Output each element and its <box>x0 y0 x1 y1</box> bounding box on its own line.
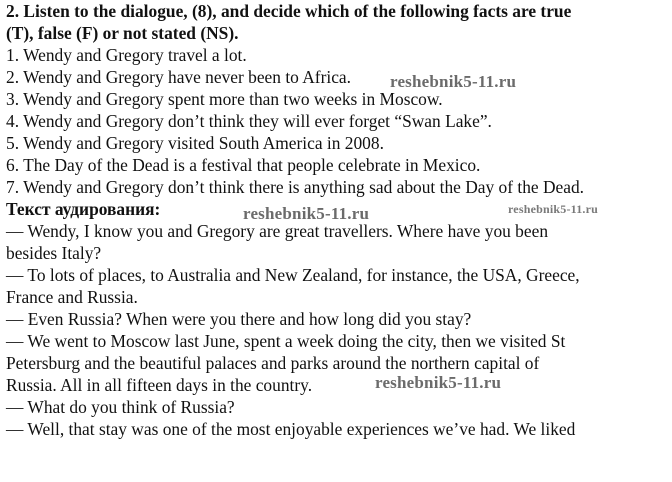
statement-5: 5. Wendy and Gregory visited South America in 2008. <box>6 133 384 153</box>
transcript-line-1: — Wendy, I know you and Gregory are great travellers. Where have you been <box>6 221 549 241</box>
statement-4: 4. Wendy and Gregory don’t think they will ever forget “Swan Lake”. <box>6 111 492 131</box>
watermark-4: reshebnik5-11.ru <box>375 373 502 392</box>
task-heading-line-2: (T), false (F) or not stated (NS). <box>6 23 239 43</box>
transcript-line-6: — We went to Moscow last June, spent a week doing the city, then we visited St <box>6 331 566 351</box>
transcript-line-9: — What do you think of Russia? <box>6 397 235 417</box>
statement-7: 7. Wendy and Gregory don’t think there is anything sad about the Day of the Dead. <box>6 177 584 197</box>
task-heading-line-1: 2. Listen to the dialogue, (8), and decide which of the following facts are true <box>6 1 572 21</box>
transcript-line-10: — Well, that stay was one of the most enjoyable experiences we’ve had. We liked <box>6 419 576 439</box>
transcript-line-8: Russia. All in all fifteen days in the country. <box>6 375 313 395</box>
statement-2: 2. Wendy and Gregory have never been to Africa. <box>6 67 351 87</box>
watermark-2: reshebnik5-11.ru <box>243 204 370 223</box>
watermark-1: reshebnik5-11.ru <box>390 72 517 91</box>
transcript-title: Текст аудирования: <box>6 199 161 219</box>
transcript-line-5: — Even Russia? When were you there and how long did you stay? <box>6 309 472 329</box>
statement-3: 3. Wendy and Gregory spent more than two weeks in Moscow. <box>6 89 443 109</box>
transcript-line-2: besides Italy? <box>6 243 102 263</box>
statement-1: 1. Wendy and Gregory travel a lot. <box>6 45 247 65</box>
transcript-line-7: Petersburg and the beautiful palaces and parks around the northern capital of <box>6 353 540 373</box>
transcript-line-4: France and Russia. <box>6 287 138 307</box>
watermark-3: reshebnik5-11.ru <box>508 202 598 216</box>
statement-6: 6. The Day of the Dead is a festival that people celebrate in Mexico. <box>6 155 481 175</box>
transcript-line-3: — To lots of places, to Australia and New Zealand, for instance, the USA, Greece, <box>6 265 580 285</box>
